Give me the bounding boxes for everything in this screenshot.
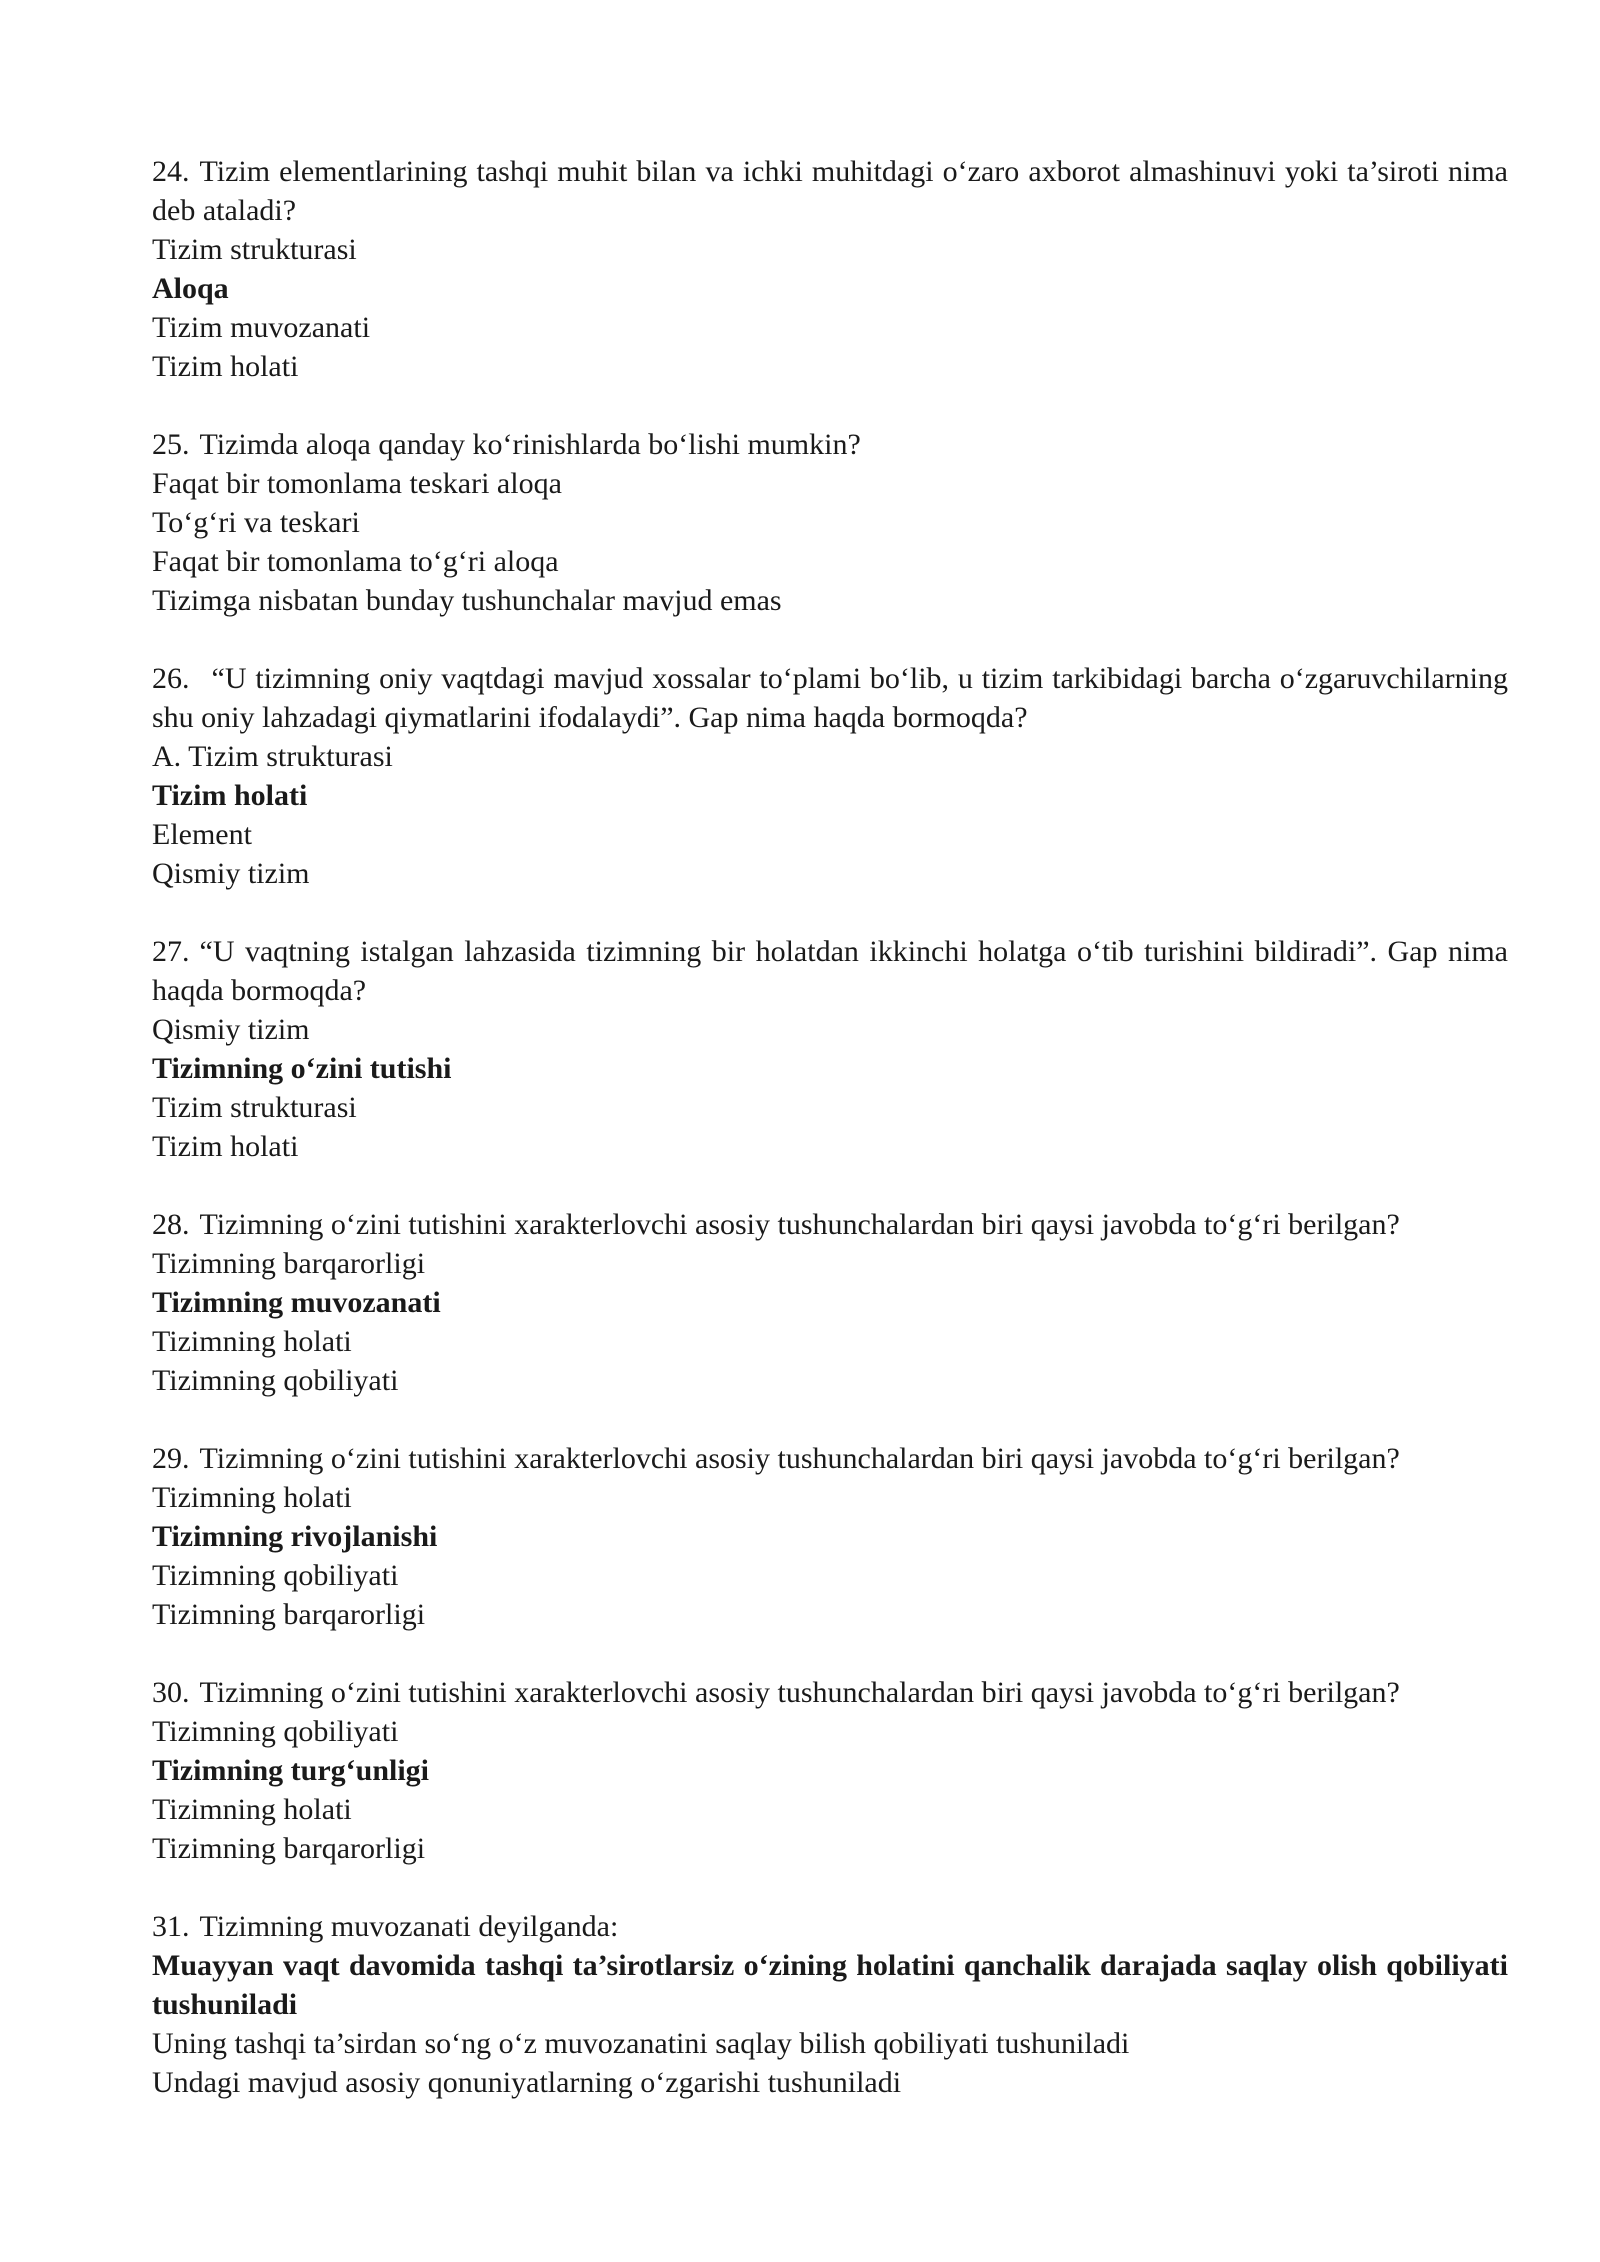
answer-option: Undagi mavjud asosiy qonuniyatlarning o‘zgarishi tushuniladi xyxy=(152,2066,902,2099)
question-number: 27. xyxy=(152,935,190,968)
answer-option: A. Tizim strukturasi xyxy=(152,740,393,773)
document-page xyxy=(152,152,1508,2141)
question-number: 24. xyxy=(152,155,190,188)
question-29 xyxy=(152,1439,1508,1634)
question-body: “U tizimning oniy vaqtdagi mavjud xossalar to‘plami bo‘lib, u tizim tarkibidagi barcha o‘zgaruvchilarning shu oniy lahzadagi qiymatlarini ifodalaydi”. Gap nima haqda bormoqda? xyxy=(152,662,1508,734)
answer-option-correct: Aloqa xyxy=(152,272,229,305)
answer-option: Tizimning holati xyxy=(152,1793,352,1826)
answer-option-correct: Tizimning rivojlanishi xyxy=(152,1520,438,1553)
question-body: Tizim elementlarining tashqi muhit bilan va ichki muhitdagi o‘zaro axborot almashinuvi yoki ta’siroti nima deb ataladi? xyxy=(152,155,1508,227)
question-body: Tizimning o‘zini tutishini xarakterlovchi asosiy tushunchalardan biri qaysi javobda to‘g‘ri berilgan? xyxy=(199,1676,1400,1709)
answer-option: Tizim holati xyxy=(152,350,299,383)
answer-option-correct: Tizim holati xyxy=(152,779,308,812)
answer-option-correct: Tizimning o‘zini tutishi xyxy=(152,1052,452,1085)
question-30 xyxy=(152,1673,1508,1868)
answer-option: Tizimning barqarorligi xyxy=(152,1247,426,1280)
answer-option-correct: Tizimning turg‘unligi xyxy=(152,1754,430,1787)
answer-option: Tizim muvozanati xyxy=(152,311,371,344)
answer-option: Faqat bir tomonlama teskari aloqa xyxy=(152,467,562,500)
question-text xyxy=(152,1907,1508,1946)
answer-option: Faqat bir tomonlama to‘g‘ri aloqa xyxy=(152,545,559,578)
answer-option: Tizim strukturasi xyxy=(152,1091,357,1124)
question-text xyxy=(152,1673,1508,1712)
answer-option: To‘g‘ri va teskari xyxy=(152,506,360,539)
question-25 xyxy=(152,425,1508,620)
question-number: 28. xyxy=(152,1208,190,1241)
question-text xyxy=(152,659,1508,737)
question-24 xyxy=(152,152,1508,386)
question-text xyxy=(152,152,1508,230)
question-26 xyxy=(152,659,1508,893)
question-27 xyxy=(152,932,1508,1166)
question-body: “U vaqtning istalgan lahzasida tizimning bir holatdan ikkinchi holatga o‘tib turishini bildiradi”. Gap nima haqda bormoqda? xyxy=(152,935,1508,1007)
answer-option: Tizimga nisbatan bunday tushunchalar mavjud emas xyxy=(152,584,782,617)
question-text xyxy=(152,932,1508,1010)
question-28 xyxy=(152,1205,1508,1400)
answer-option-correct: Muayyan vaqt davomida tashqi ta’sirotlarsiz o‘zining holatini qanchalik darajada saqlay olish qobiliyati tushuniladi xyxy=(152,1949,1508,2021)
question-text xyxy=(152,1205,1508,1244)
answer-option: Qismiy tizim xyxy=(152,1013,310,1046)
question-text xyxy=(152,1439,1508,1478)
answer-option: Qismiy tizim xyxy=(152,857,310,890)
question-body: Tizimning muvozanati deyilganda: xyxy=(199,1910,619,1943)
question-number: 30. xyxy=(152,1676,190,1709)
answer-option: Uning tashqi ta’sirdan so‘ng o‘z muvozanatini saqlay bilish qobiliyati tushuniladi xyxy=(152,2027,1130,2060)
answer-option: Tizimning barqarorligi xyxy=(152,1832,426,1865)
question-number: 25. xyxy=(152,428,190,461)
question-body: Tizimning o‘zini tutishini xarakterlovchi asosiy tushunchalardan biri qaysi javobda to‘g‘ri berilgan? xyxy=(199,1208,1400,1241)
answer-option: Tizimning qobiliyati xyxy=(152,1715,399,1748)
answer-option: Tizim strukturasi xyxy=(152,233,357,266)
question-text xyxy=(152,425,1508,464)
answer-option-correct: Tizimning muvozanati xyxy=(152,1286,441,1319)
question-number: 31. xyxy=(152,1910,190,1943)
answer-option: Tizimning holati xyxy=(152,1325,352,1358)
answer-option: Tizimning qobiliyati xyxy=(152,1559,399,1592)
question-number: 26. xyxy=(152,662,190,695)
answer-option: Tizimning qobiliyati xyxy=(152,1364,399,1397)
answer-option: Tizimning holati xyxy=(152,1481,352,1514)
answer-option: Tizim holati xyxy=(152,1130,299,1163)
question-body: Tizimning o‘zini tutishini xarakterlovchi asosiy tushunchalardan biri qaysi javobda to‘g‘ri berilgan? xyxy=(199,1442,1400,1475)
question-number: 29. xyxy=(152,1442,190,1475)
question-body: Tizimda aloqa qanday ko‘rinishlarda bo‘lishi mumkin? xyxy=(199,428,861,461)
answer-option: Element xyxy=(152,818,252,851)
answer-option: Tizimning barqarorligi xyxy=(152,1598,426,1631)
question-31 xyxy=(152,1907,1508,2102)
